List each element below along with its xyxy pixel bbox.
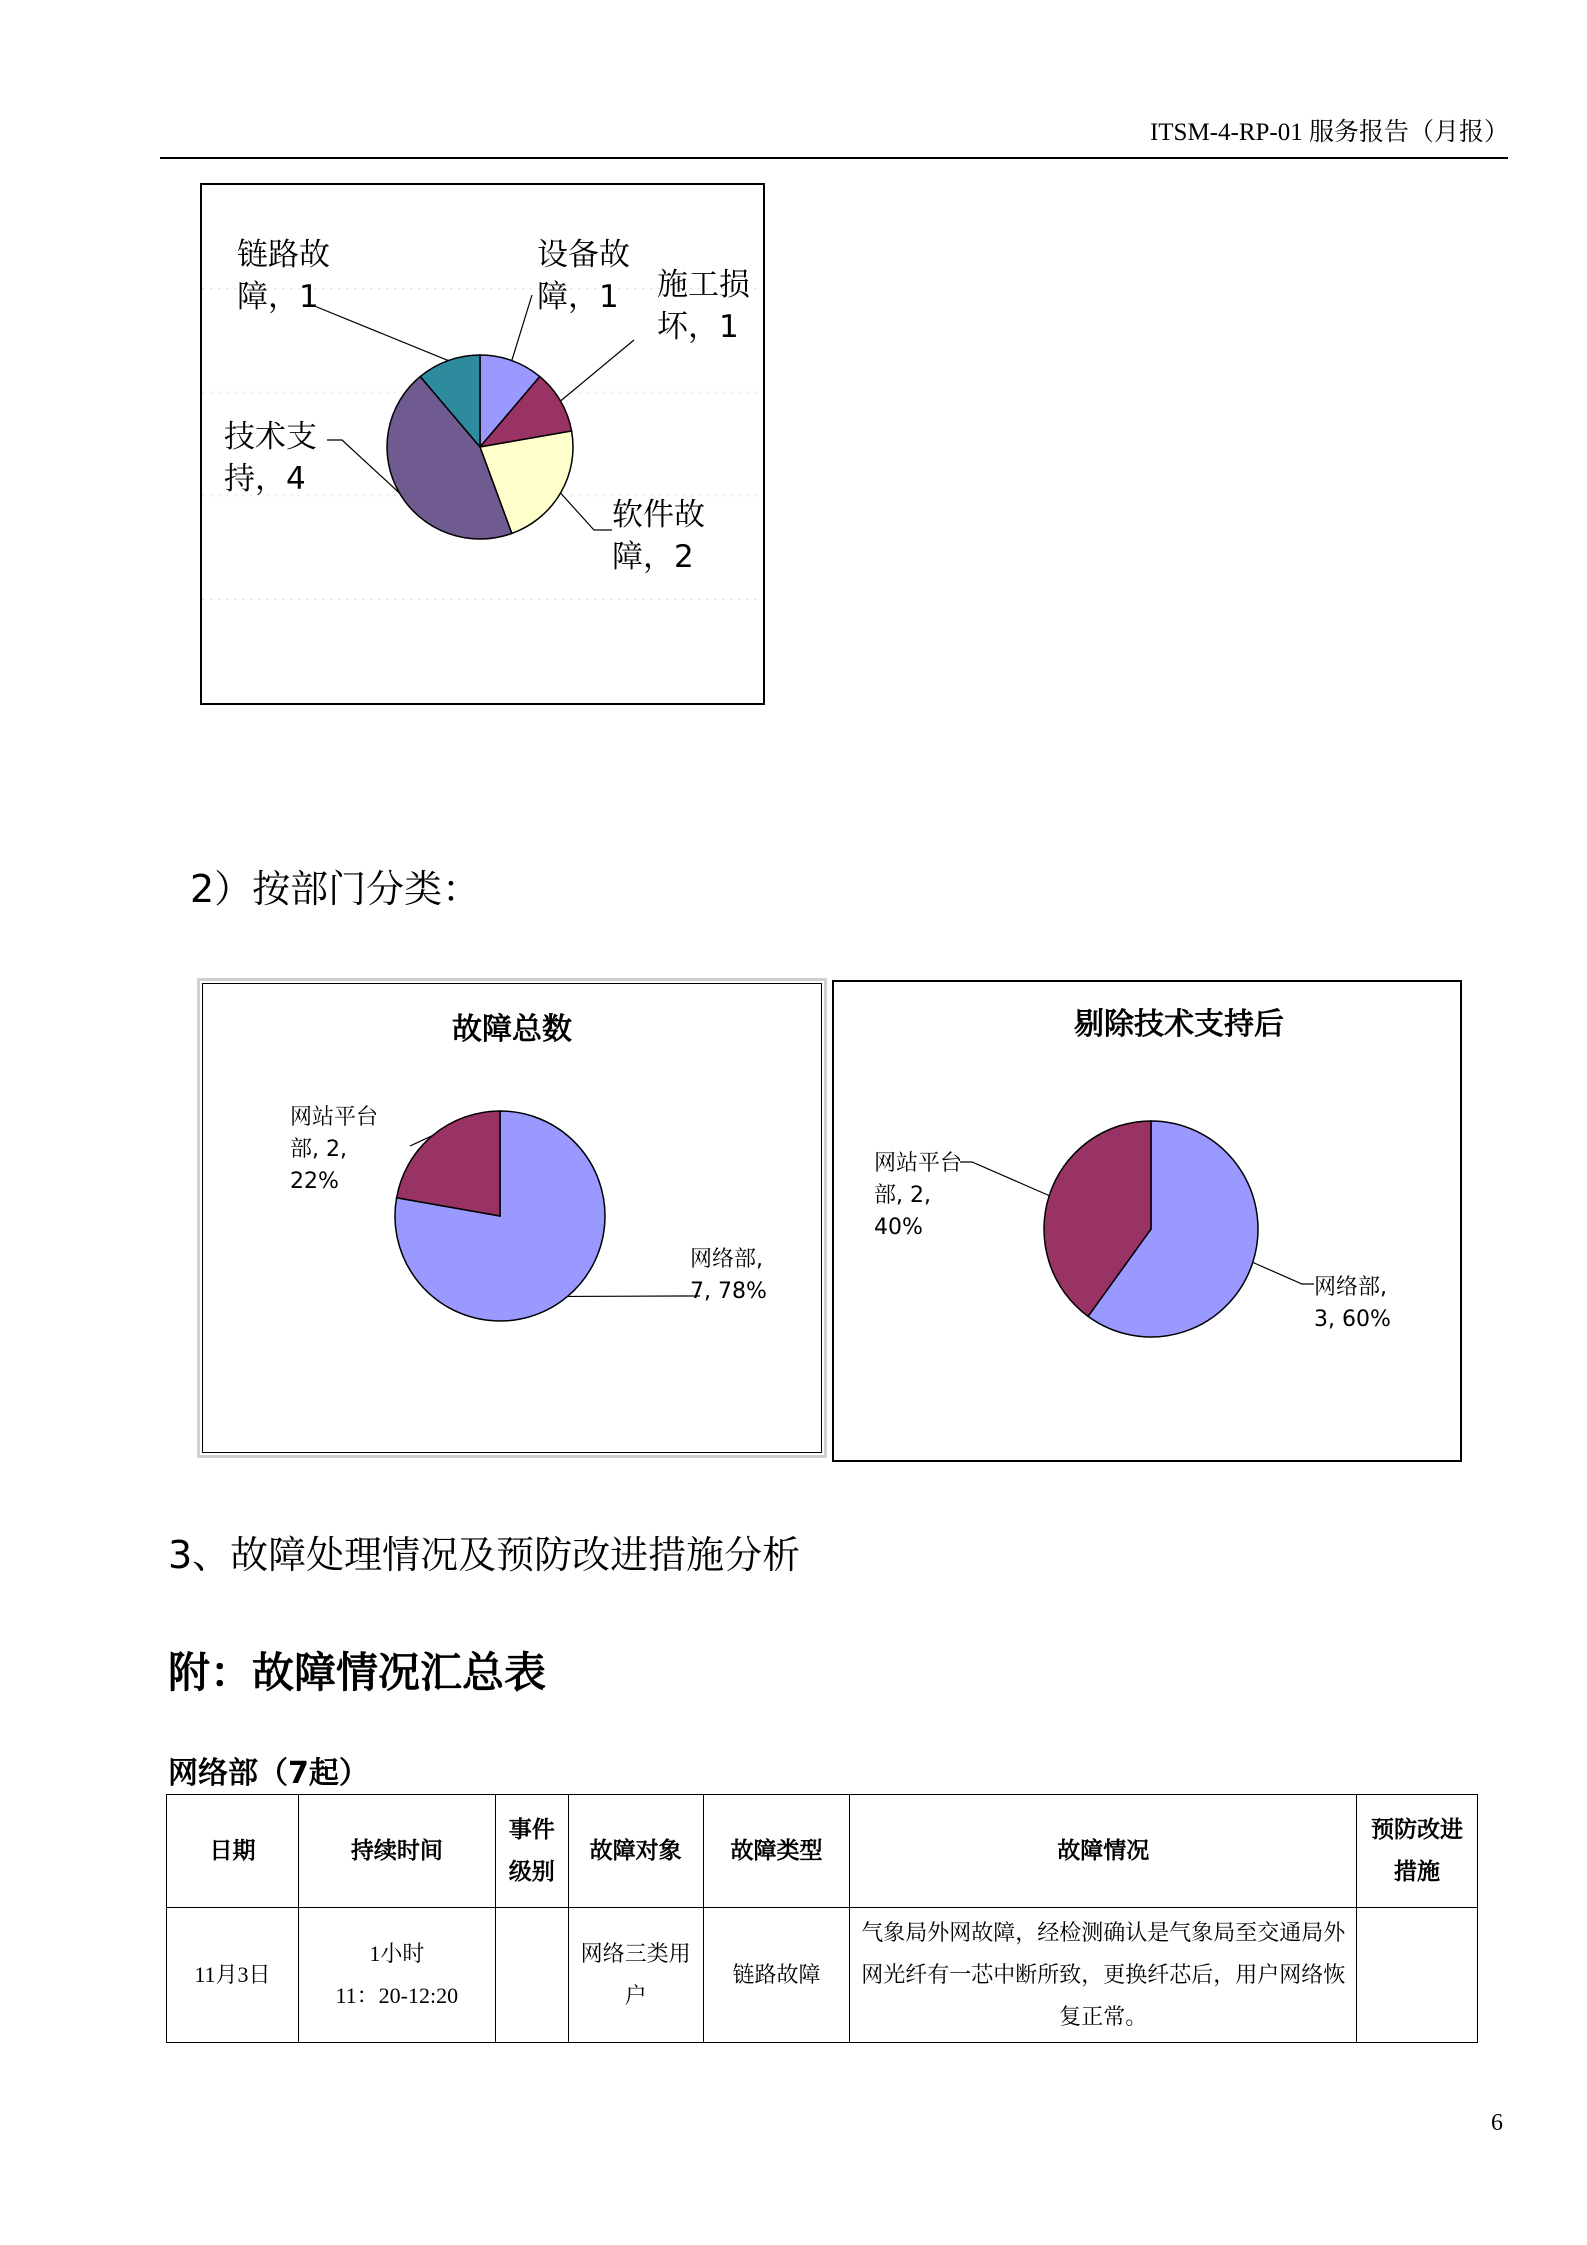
header-rule bbox=[160, 157, 1508, 159]
chart1-label-1-line-1: 坏，1 bbox=[657, 309, 739, 345]
chart1-leader-2 bbox=[561, 493, 612, 530]
header-details: 故障情况 bbox=[850, 1795, 1357, 1908]
chart1-label-0-line-1: 障，1 bbox=[537, 279, 619, 315]
chart1-label-4-line-1: 障，1 bbox=[237, 279, 319, 315]
cell-prevention bbox=[1357, 1908, 1478, 2043]
chart2-label-1-line-0: 网站平台 bbox=[290, 1105, 379, 1130]
header-level: 事件级别 bbox=[495, 1795, 568, 1908]
chart2-label-0-line-1: 7, 78% bbox=[690, 1279, 767, 1304]
fault-summary-table bbox=[166, 1794, 1478, 2043]
chart1-label-3-line-0: 技术支 bbox=[224, 419, 317, 455]
chart3-label-1-line-0: 网站平台 bbox=[874, 1151, 963, 1176]
cell-date: 11月3日 bbox=[167, 1908, 299, 2043]
chart3-label-0-line-1: 3, 60% bbox=[1314, 1307, 1391, 1332]
page-number: 6 bbox=[1491, 2110, 1503, 2136]
cell-object: 网络三类用户 bbox=[568, 1908, 703, 2043]
header-object: 故障对象 bbox=[568, 1795, 703, 1908]
chart3-label-0-line-0: 网络部, bbox=[1314, 1275, 1387, 1300]
table-row bbox=[167, 1908, 1478, 2043]
cell-duration-range: 11：20-12:20 bbox=[335, 1983, 459, 2008]
total-faults-pie-chart bbox=[197, 978, 827, 1458]
chart3-leader-1 bbox=[960, 1162, 1049, 1196]
chart1-label-2-line-0: 软件故 bbox=[612, 497, 705, 533]
section-2-heading: 2）按部门分类： bbox=[190, 867, 481, 911]
cell-duration bbox=[298, 1908, 495, 2043]
chart2-title: 故障总数 bbox=[452, 1012, 572, 1047]
fault-type-pie-svg bbox=[202, 185, 763, 703]
chart2-label-0-line-0: 网络部, bbox=[690, 1247, 763, 1272]
total-faults-pie-svg bbox=[200, 981, 824, 1455]
header-prevention: 预防改进措施 bbox=[1357, 1795, 1478, 1908]
header-date: 日期 bbox=[167, 1795, 299, 1908]
table-header-row bbox=[167, 1795, 1478, 1908]
excl-tech-support-pie-chart bbox=[832, 980, 1462, 1462]
chart1-label-2-line-1: 障，2 bbox=[612, 539, 694, 575]
chart3-title: 剔除技术支持后 bbox=[1074, 1007, 1284, 1042]
chart1-label-1-line-0: 施工损 bbox=[657, 267, 750, 303]
appendix-heading: 附：故障情况汇总表 bbox=[168, 1648, 547, 1697]
chart2-label-1-line-1: 部, 2, bbox=[290, 1137, 347, 1162]
cell-duration-hours: 1小时 bbox=[369, 1941, 425, 1966]
cell-details: 气象局外网故障，经检测确认是气象局至交通局外网光纤有一芯中断所致，更换纤芯后，用户网络恢复正常。 bbox=[850, 1908, 1357, 2043]
chart1-leader-0 bbox=[512, 295, 532, 361]
section-3-heading: 3、故障处理情况及预防改进措施分析 bbox=[168, 1533, 801, 1577]
chart1-label-4-line-0: 链路故 bbox=[237, 237, 330, 273]
excl-tech-support-pie-svg bbox=[834, 982, 1460, 1460]
cell-level bbox=[495, 1908, 568, 2043]
cell-type: 链路故障 bbox=[703, 1908, 850, 2043]
chart1-leader-4 bbox=[312, 305, 448, 361]
chart2-slice-1 bbox=[397, 1111, 500, 1216]
chart3-label-1-line-1: 部, 2, bbox=[874, 1183, 931, 1208]
chart1-label-3-line-1: 持，4 bbox=[224, 461, 306, 497]
header-duration: 持续时间 bbox=[298, 1795, 495, 1908]
chart1-leader-1 bbox=[561, 340, 634, 401]
document-header: ITSM-4-RP-01 服务报告（月报） bbox=[1149, 119, 1509, 146]
chart3-label-1-line-2: 40% bbox=[874, 1215, 923, 1240]
chart1-label-0-line-0: 设备故 bbox=[537, 237, 630, 273]
department-heading: 网络部（7起） bbox=[168, 1756, 369, 1791]
fault-type-pie-chart bbox=[200, 183, 765, 705]
header-type: 故障类型 bbox=[703, 1795, 850, 1908]
chart3-leader-0 bbox=[1253, 1262, 1314, 1284]
chart2-label-1-line-2: 22% bbox=[290, 1169, 339, 1194]
